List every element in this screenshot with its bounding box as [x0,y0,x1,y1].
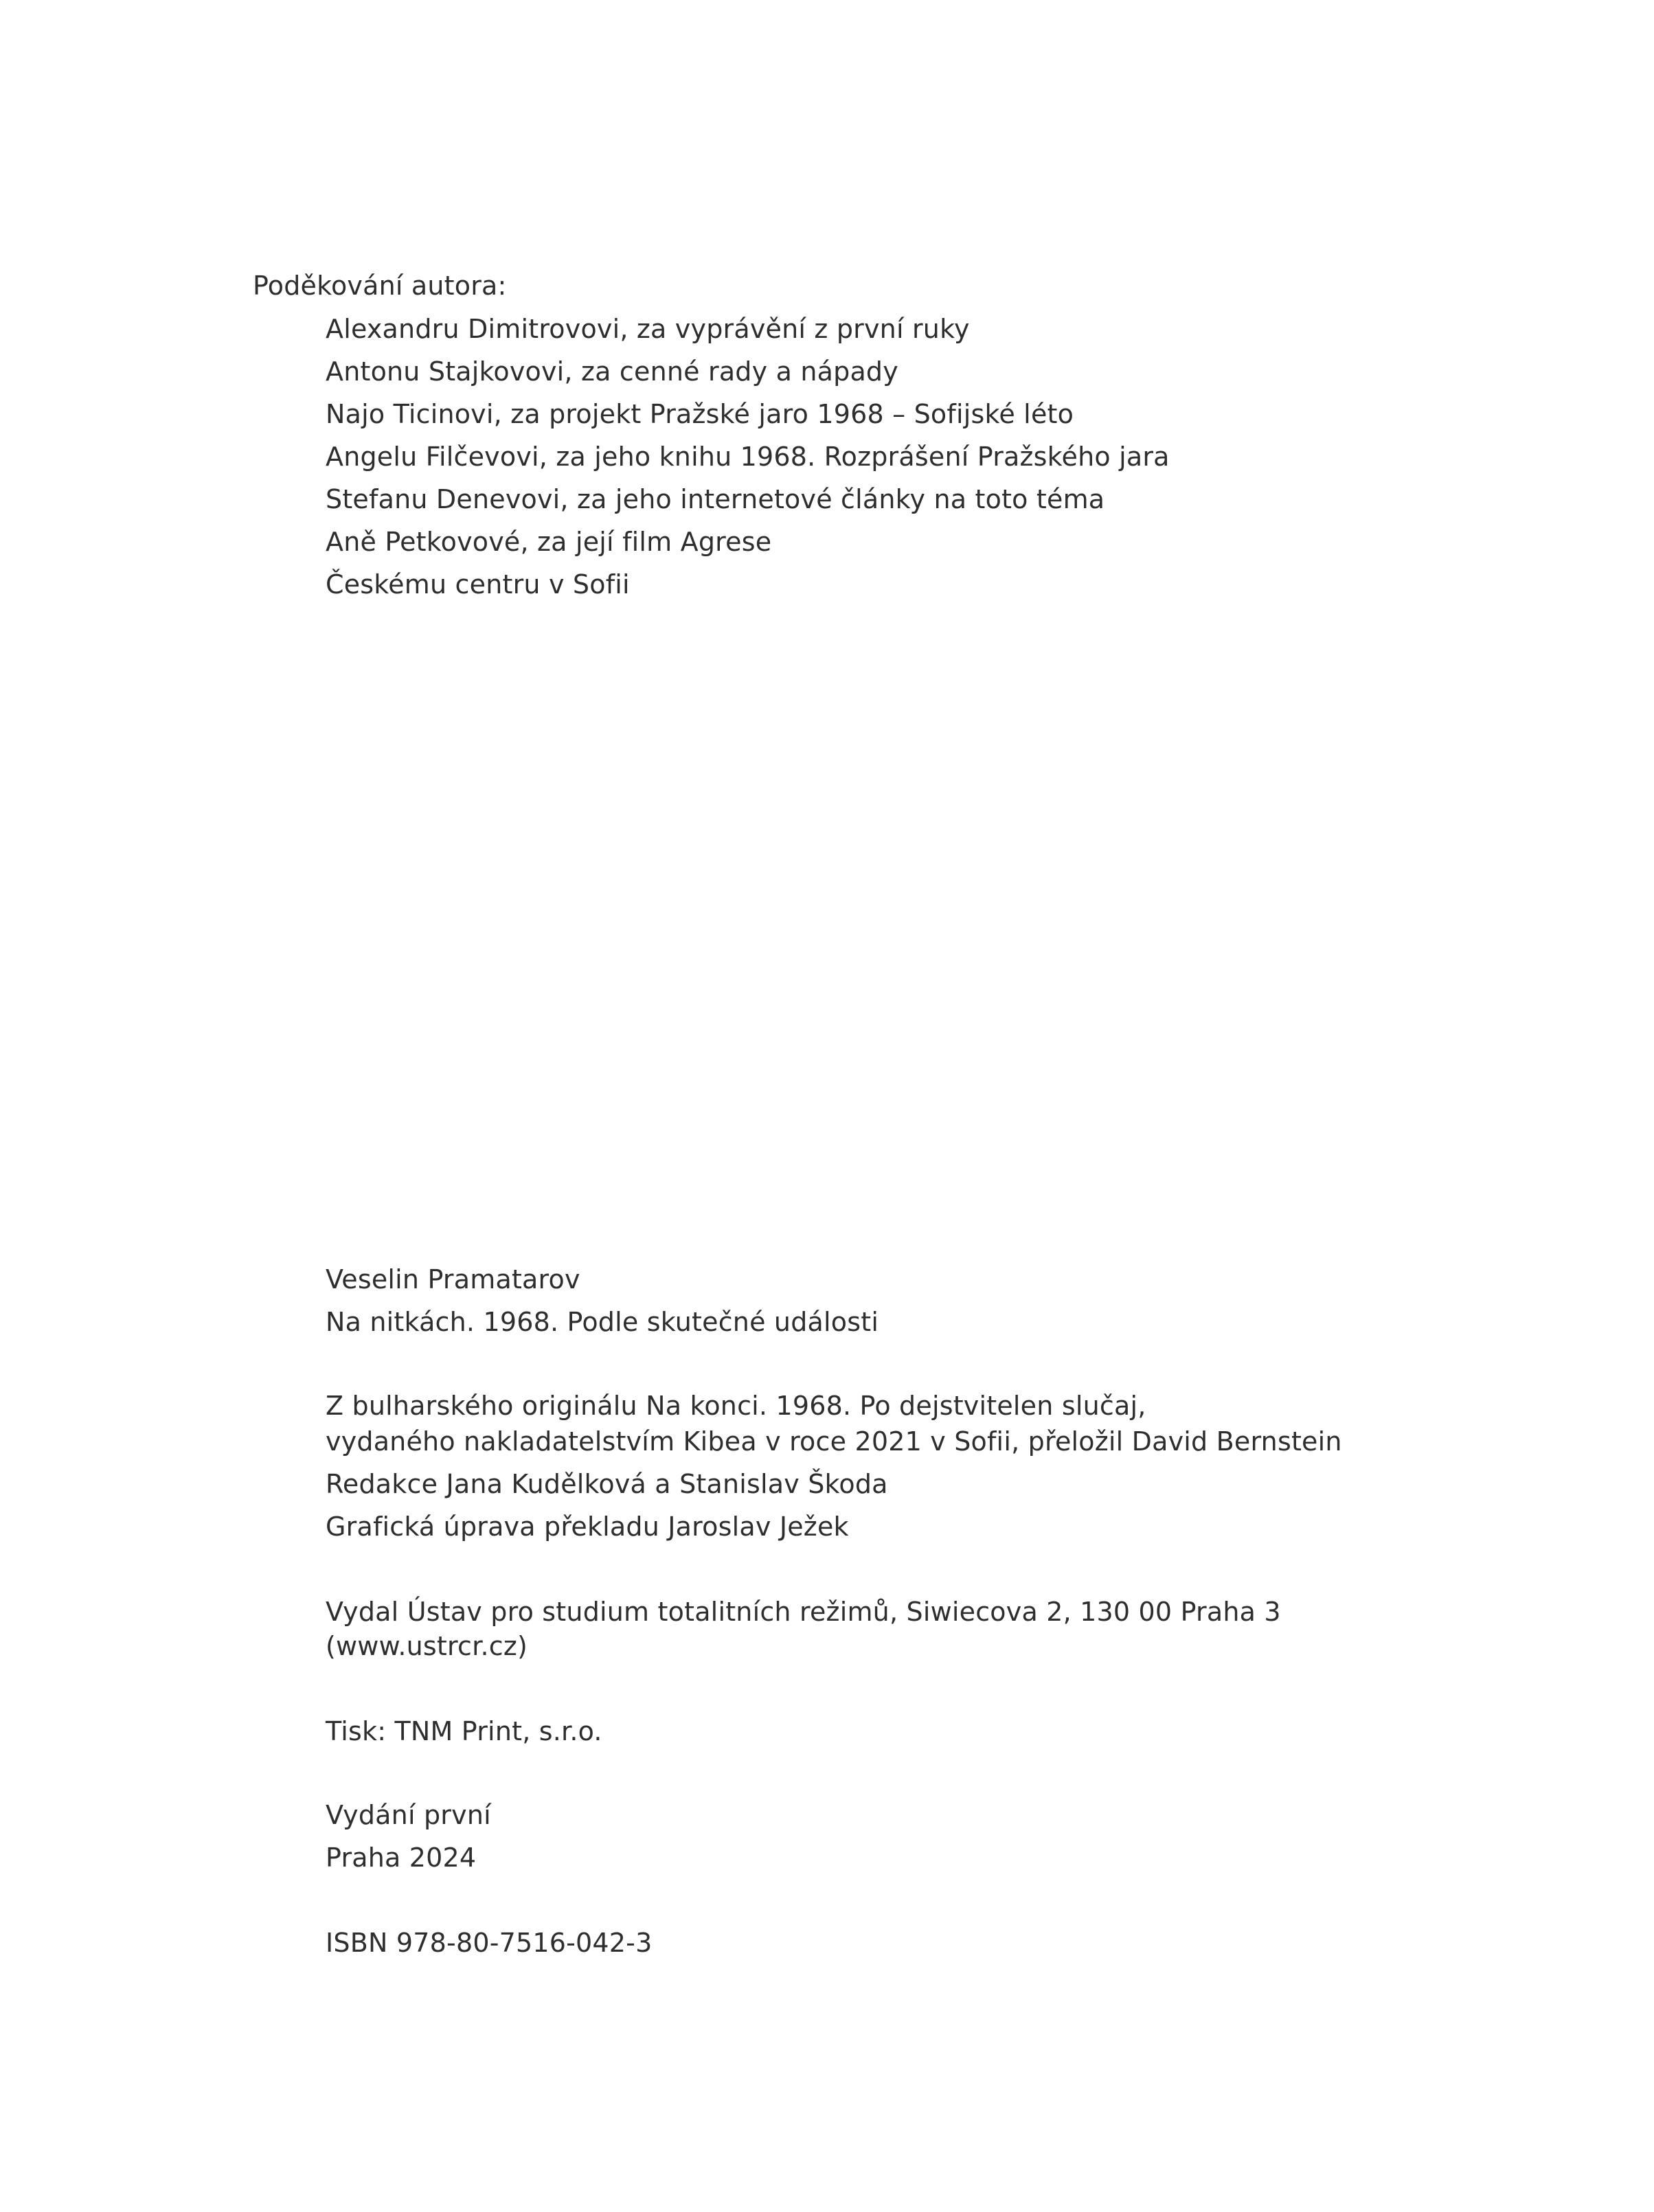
translation-note: vydaného nakladatelstvím Kibea v roce 2021 v Sofii, přeložil David Bernstein [326,1426,1342,1457]
edition-info: Vydání první [326,1800,491,1830]
printer-credit: Tisk: TNM Print, s.r.o. [326,1716,602,1746]
acknowledgement-item: Najo Ticinovi, za projekt Pražské jaro 1968 – Sofijské léto [326,399,1074,429]
acknowledgement-item: Antonu Stajkovovi, za cenné rady a nápady [326,356,898,387]
acknowledgement-item: Alexandru Dimitrovovi, za vyprávění z první ruky [326,314,970,344]
author-name: Veselin Pramatarov [326,1264,580,1295]
acknowledgement-item: Českému centru v Sofii [326,569,630,600]
publisher-website: (www.ustrcr.cz) [326,1631,528,1661]
book-title: Na nitkách. 1968. Podle skutečné události [326,1307,879,1337]
design-credit: Grafická úprava překladu Jaroslav Ježek [326,1512,849,1542]
editors-credit: Redakce Jana Kudělková a Stanislav Škoda [326,1469,888,1499]
translation-note: Z bulharského originálu Na konci. 1968. Po dejstvitelen slučaj, [326,1391,1146,1421]
acknowledgement-item: Stefanu Denevovi, za jeho internetové články na toto téma [326,484,1105,514]
acknowledgement-item: Angelu Filčevovi, za jeho knihu 1968. Rozprášení Pražského jara [326,442,1170,472]
publisher-info: Vydal Ústav pro studium totalitních režimů, Siwiecova 2, 130 00 Praha 3 [326,1597,1281,1627]
place-year: Praha 2024 [326,1843,477,1873]
acknowledgements-heading: Poděkování autora: [253,271,507,301]
acknowledgement-item: Aně Petkovové, za její film Agrese [326,527,772,557]
isbn: ISBN 978-80-7516-042-3 [326,1928,653,1958]
